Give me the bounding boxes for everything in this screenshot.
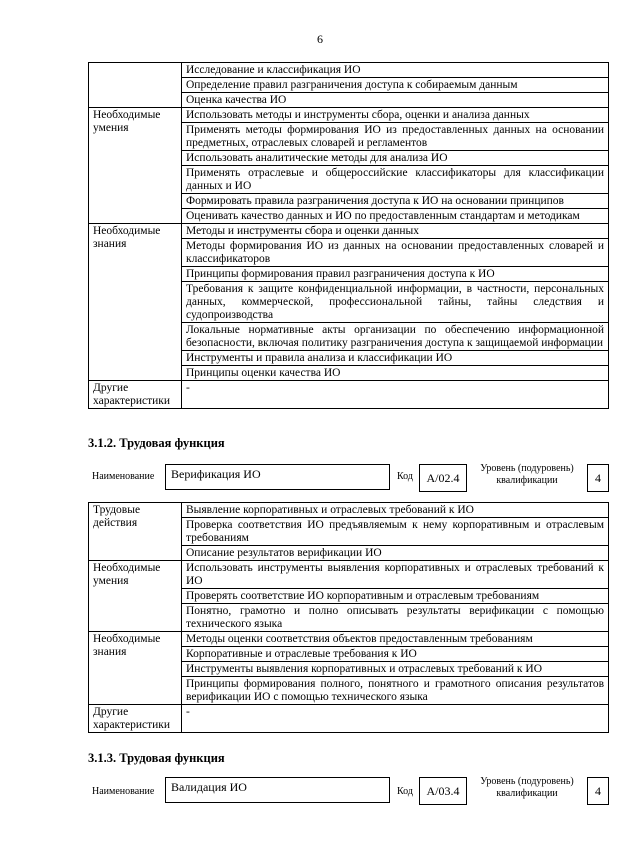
row-label: Другие характеристики (89, 705, 182, 733)
table-cell: Корпоративные и отраслевые требования к ИО (182, 647, 609, 662)
table-cell: Применять методы формирования ИО из предоставленных данных на основании предметных, отраслевых словарей и регламентов (182, 123, 609, 151)
table-cell: - (182, 381, 609, 409)
table-cell: Принципы формирования полного, понятного и грамотного описания результатов верификации ИО с помощью технического языка (182, 677, 609, 705)
section-heading: 3.1.2. Трудовая функция (88, 436, 225, 450)
table-row (89, 561, 609, 589)
table-cell: Использовать инструменты выявления корпоративных и отраслевых требований к ИО (182, 561, 609, 589)
table-cell: Оценивать качество данных и ИО по предоставленным стандартам и методикам (182, 209, 609, 224)
page-number: 6 (317, 32, 323, 46)
table-cell: Инструменты выявления корпоративных и отраслевых требований к ИО (182, 662, 609, 677)
table-cell: Проверка соответствия ИО предъявляемым к нему корпоративным и отраслевым требованиям (182, 518, 609, 546)
table-cell: Инструменты и правила анализа и классификации ИО (182, 351, 609, 366)
table-cell: Использовать методы и инструменты сбора, оценки и анализа данных (182, 108, 609, 123)
table-row (89, 632, 609, 647)
table-cell: Применять отраслевые и общероссийские классификаторы для классификации данных и ИО (182, 166, 609, 194)
labor-function-table-2 (88, 502, 609, 733)
table-cell: Формировать правила разграничения доступа к ИО на основании принципов (182, 194, 609, 209)
code-value-box: A/03.4 (419, 777, 467, 805)
row-label: Необходимые знания (89, 632, 182, 705)
level-value-box: 4 (587, 777, 609, 805)
name-label: Наименование (92, 471, 155, 482)
table-cell: Понятно, грамотно и полно описывать результаты верификации с помощью технического языка (182, 604, 609, 632)
row-label: Необходимые знания (89, 224, 182, 381)
table-row (89, 224, 609, 239)
name-value-box: Валидация ИО (165, 777, 390, 803)
level-label: Уровень (подуровень) квалификации (480, 776, 574, 799)
code-value-box: A/02.4 (419, 464, 467, 492)
table-row (89, 381, 609, 409)
row-label: Необходимые умения (89, 108, 182, 224)
table-cell: Локальные нормативные акты организации по обеспечению информационной безопасности, включая политику разграничения доступа к защищаемой информации (182, 323, 609, 351)
table-cell: Методы оценки соответствия объектов предоставленным требованиям (182, 632, 609, 647)
table-row (89, 705, 609, 733)
labor-function-table-1 (88, 62, 609, 409)
row-label: Необходимые умения (89, 561, 182, 632)
name-label: Наименование (92, 786, 155, 797)
code-label: Код (397, 786, 413, 797)
table-cell: Проверять соответствие ИО корпоративным и отраслевым требованиям (182, 589, 609, 604)
code-label: Код (397, 471, 413, 482)
table-cell: Описание результатов верификации ИО (182, 546, 609, 561)
level-label: Уровень (подуровень) квалификации (480, 463, 574, 486)
table-cell: Требования к защите конфиденциальной информации, в частности, персональных данных, коммерческой, профессиональной тайны, тайны следствия и судопроизводства (182, 282, 609, 323)
table-cell: Исследование и классификация ИО (182, 63, 609, 78)
name-value-box: Верификация ИО (165, 464, 390, 490)
table-row (89, 108, 609, 123)
table-row (89, 63, 609, 78)
level-value-box: 4 (587, 464, 609, 492)
table-cell: Методы формирования ИО из данных на основании предоставленных словарей и классификаторов (182, 239, 609, 267)
row-label: Трудовые действия (89, 503, 182, 561)
section-heading: 3.1.3. Трудовая функция (88, 751, 225, 765)
table-cell: Определение правил разграничения доступа к собираемым данным (182, 78, 609, 93)
row-label: Другие характеристики (89, 381, 182, 409)
table-cell: Принципы оценки качества ИО (182, 366, 609, 381)
table-cell: - (182, 705, 609, 733)
table-cell: Принципы формирования правил разграничения доступа к ИО (182, 267, 609, 282)
table-cell: Использовать аналитические методы для анализа ИО (182, 151, 609, 166)
table-cell: Выявление корпоративных и отраслевых требований к ИО (182, 503, 609, 518)
table-cell: Методы и инструменты сбора и оценки данных (182, 224, 609, 239)
table-row (89, 503, 609, 518)
table-cell: Оценка качества ИО (182, 93, 609, 108)
